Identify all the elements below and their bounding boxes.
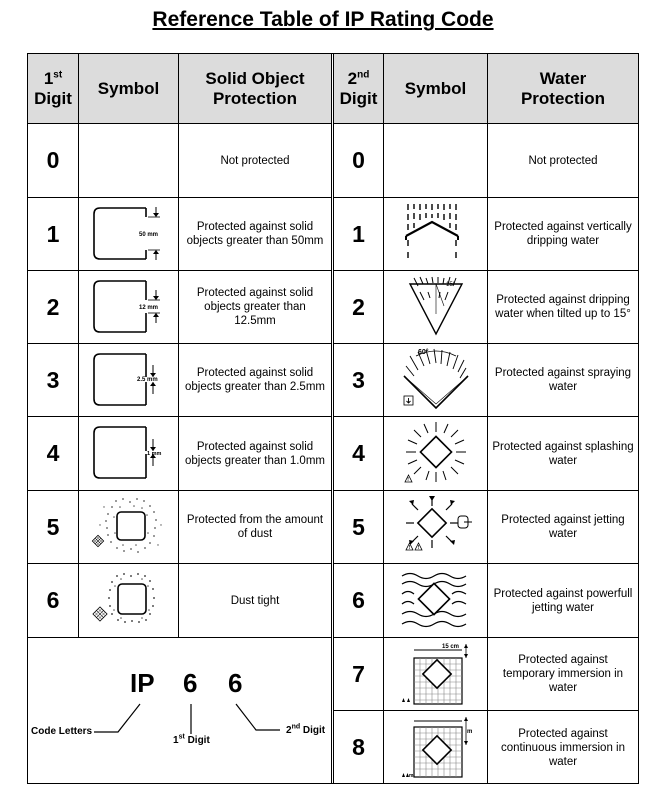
header-solid-protection: Solid Object Protection [205,68,305,108]
solid-description: Protected against solid objects greater than 1.0mm [185,440,325,467]
legend-first-digit: 6 [183,668,198,698]
water-digit: 5 [352,513,365,540]
grid-line [27,637,332,638]
dimension-label: 50 mm [139,232,159,238]
solid-digit: 1 [46,220,60,247]
page-title: Reference Table of IP Rating Code [152,8,494,31]
spray-icon [398,346,474,414]
svg-text:m: m [409,773,414,779]
water-description: Protected against temporary immersion in water [502,654,624,694]
header-water-protection: Water Protection [520,68,606,108]
water-description: Protected against continuous immersion in water [500,727,625,768]
water-digit: 2 [352,293,365,320]
grid-line [383,53,384,784]
tilted-drip-icon [400,274,472,340]
water-digit: 1 [352,220,365,247]
grid-line [78,53,79,637]
dust-tight-icon [90,568,170,632]
continuous-immersion-icon [400,715,476,781]
depth-label: 15 cm [442,644,460,650]
water-digit: 8 [352,734,365,760]
powerful-jet-icon [398,568,474,634]
legend-callout-lines [28,690,328,760]
jet-icon [398,494,474,560]
dimension-label: 2.5 mm [137,377,158,383]
svg-text:!: ! [417,545,420,551]
depth-label: m [467,729,473,735]
gap-2-5mm-icon [90,349,170,411]
water-description: Protected against dripping water when tilted up to 15° [495,294,631,320]
splash-icon [400,420,472,486]
dimension-label: 12 mm [139,305,159,311]
legend-first-digit-label: 1st Digit [173,733,210,746]
gap-1mm-icon [90,422,170,484]
header-symbol-solid: Symbol [97,78,160,98]
legend-second-digit: 6 [228,668,243,698]
header-first-digit: 1st Digit [34,68,72,108]
header-symbol-water: Symbol [404,78,467,98]
solid-description: Not protected [220,154,290,167]
legend-second-digit-label: 2nd Digit [286,723,326,736]
water-digit: 3 [352,366,365,393]
solid-description: Protected against solid objects greater than 50mm [186,221,324,247]
water-description: Protected against vertically dripping water [494,221,632,247]
gap-50mm-icon [90,203,170,265]
solid-digit: 5 [46,513,60,540]
legend-code-letters-label: Code Letters [31,726,93,737]
vertical-drip-icon [400,200,472,268]
solid-description: Protected against solid objects greater than 12.5mm [196,287,314,327]
header-second-digit: 2nd Digit [339,68,378,108]
solid-digit: 0 [46,147,60,173]
dust-protected-icon [90,495,170,559]
svg-text:!: ! [407,477,409,483]
water-digit: 7 [352,660,365,687]
temporary-immersion-icon [400,642,476,708]
solid-description: Protected against solid objects greater than 2.5mm [185,367,325,393]
grid-line [331,53,332,784]
angle-label: 15° [446,282,456,288]
solid-digit: 3 [46,366,60,393]
water-description: Not protected [528,154,598,167]
solid-digit: 4 [46,440,60,466]
gap-12mm-icon [90,276,170,338]
water-description: Protected against powerfull jetting water [493,587,633,614]
water-digit: 4 [352,440,365,466]
svg-text:!: ! [408,545,411,551]
solid-digit: 2 [46,293,60,320]
water-description: Protected against splashing water [492,440,634,467]
water-digit: 6 [352,587,365,613]
angle-label: 60° [418,349,429,356]
solid-digit: 6 [46,587,60,613]
water-description: Protected against jetting water [501,514,625,540]
water-digit: 0 [352,147,365,173]
solid-description: Dust tight [230,594,280,607]
legend-code-letters: IP [130,668,155,698]
water-description: Protected against spraying water [494,367,632,393]
dimension-label: 1 mm [147,451,162,457]
solid-description: Protected from the amount of dust [186,514,324,540]
